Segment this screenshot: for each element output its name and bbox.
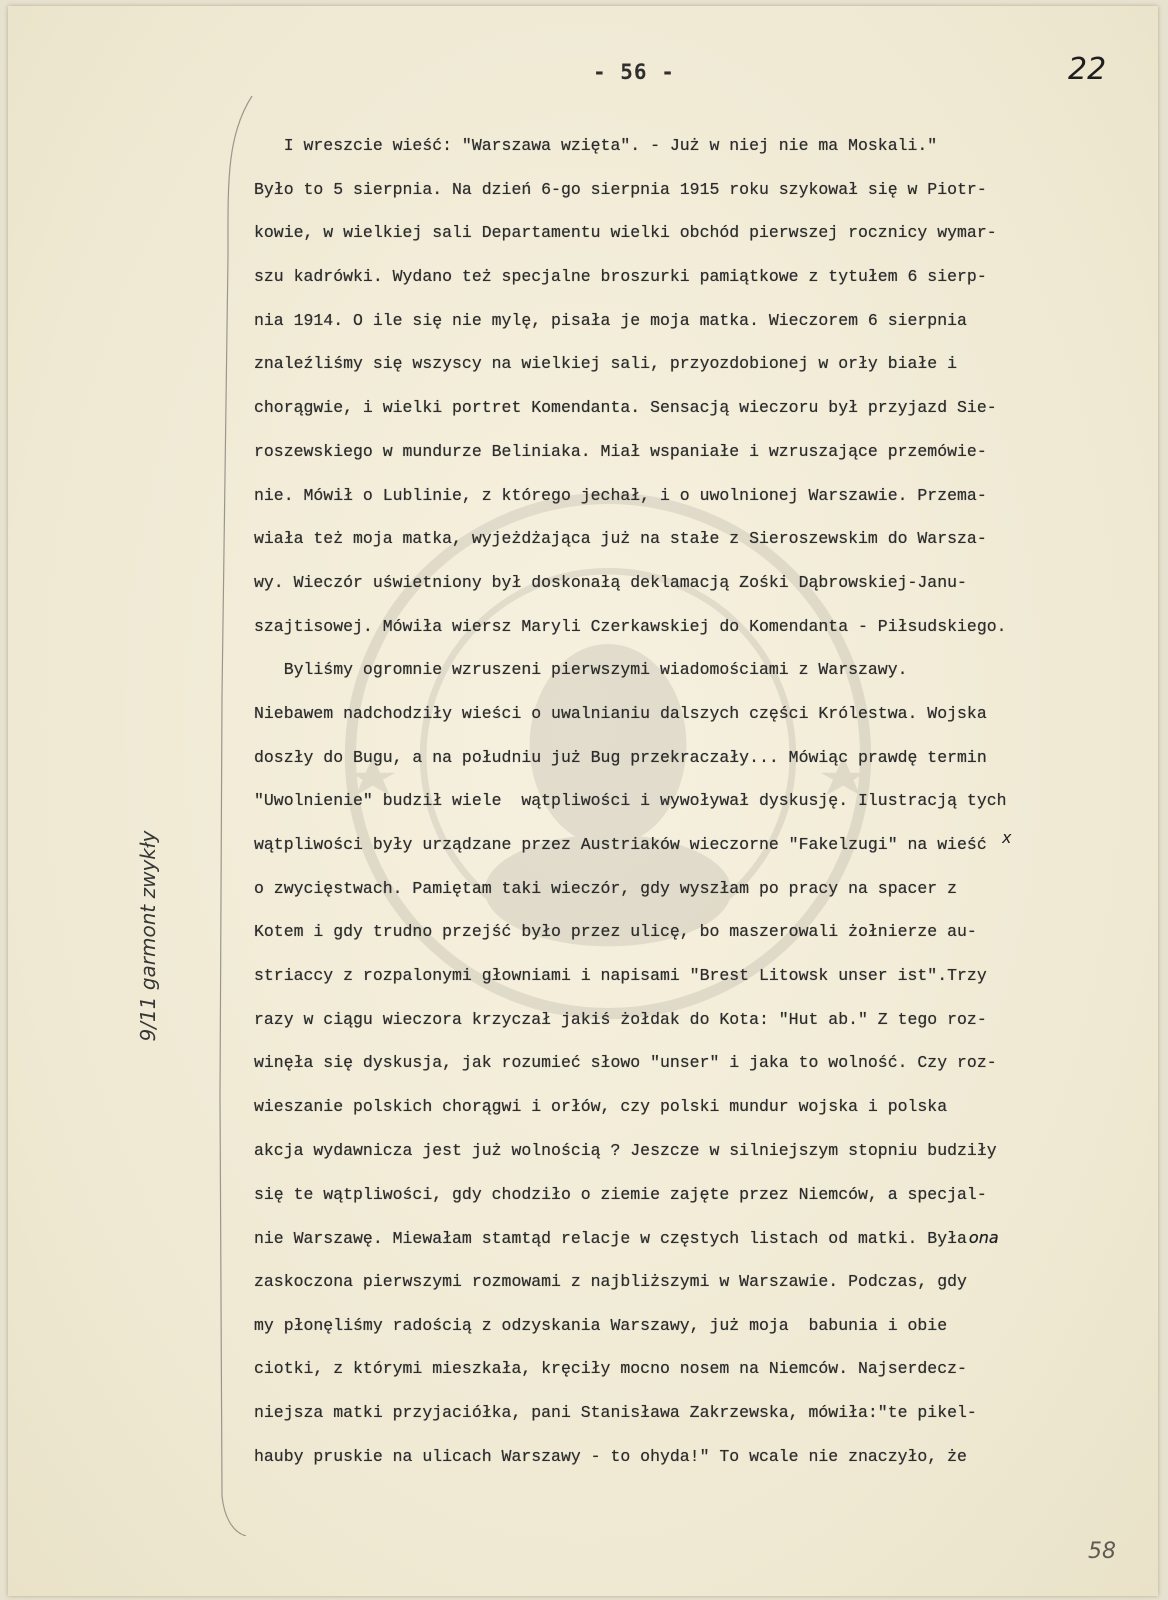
text-line: wy. Wieczór uświetniony był doskonałą deklamacją Zośki Dąbrowskiej-Janu- — [254, 572, 967, 592]
text-line: Kotem i gdy trudno przejść było przez ulicę, bo maszerowali żołnierze au- — [254, 922, 977, 942]
page-number: - 56 - — [593, 60, 675, 84]
text-line: szu kadrówki. Wydano też specjalne broszurki pamiątkowe z tytułem 6 sierp- — [254, 267, 987, 287]
text-line: striaccy z rozpalonymi głowniami i napisami "Brest Litowsk unser ist".Trzy — [254, 966, 987, 986]
margin-handwritten-note: 9/11 garmont zwykły — [136, 830, 160, 1042]
typed-text-body — [254, 124, 1124, 1478]
text-line: roszewskiego w mundurze Beliniaka. Miał wspaniałe i wzruszające przemówie- — [254, 441, 987, 461]
folio-number: 22 — [1068, 52, 1107, 87]
text-line: my płonęliśmy radością z odzyskania Warszawy, już moja babunia i obie — [254, 1315, 948, 1335]
insertion-mark: x — [1002, 828, 1012, 847]
text-line: "Uwolnienie" budził wiele wątpliwości i wywoływał dyskusję. Ilustracją tych — [254, 791, 1007, 811]
text-line: wieszanie polskich chorągwi i orłów, czy polski mundur wojska i polska — [254, 1097, 948, 1117]
text-line: chorągwie, i wielki portret Komendanta. Sensacją wieczoru był przyjazd Sie- — [254, 398, 997, 418]
text-line: wątpliwości były urządzane przez Austriaków wieczorne "Fakelzugi" na wieść — [254, 835, 987, 854]
text-line: winęła się dyskusja, jak rozumieć słowo "unser" i jaka to wolność. Czy roz- — [254, 1053, 997, 1073]
text-line: zaskoczona pierwszymi rozmowami z najbliższymi w Warszawie. Podczas, gdy — [254, 1271, 967, 1291]
text-line: Niebawem nadchodziły wieści o uwalnianiu dalszych części Królestwa. Wojska — [254, 703, 987, 723]
text-line: o zwycięstwach. Pamiętam taki wieczór, gdy wyszłam po pracy na spacer z — [254, 878, 958, 898]
text-line: się te wątpliwości, gdy chodziło o ziemie zajęte przez Niemców, a specjal- — [254, 1184, 987, 1204]
text-line: nie. Mówił o Lublinie, z którego jechał, i o uwolnionej Warszawie. Przema- — [254, 485, 987, 505]
text-line: niejsza matki przyjaciółka, pani Stanisława Zakrzewska, mówiła:"te pikel- — [254, 1402, 977, 1422]
text-line: Byliśmy ogromnie wzruszeni pierwszymi wiadomościami z Warszawy. — [254, 660, 908, 680]
bottom-folio-number: 58 — [1088, 1539, 1116, 1564]
text-line: doszły do Bugu, a na południu już Bug przekraczały... Mówiąc prawdę termin — [254, 747, 987, 767]
text-line: razy w ciągu wieczora krzyczał jakiś żołdak do Kota: "Hut ab." Z tego roz- — [254, 1009, 987, 1029]
text-line: wiała też moja matka, wyjeżdżająca już na stałe z Sieroszewskim do Warsza- — [254, 529, 987, 549]
text-line: szajtisowej. Mówiła wiersz Maryli Czerkawskiej do Komendanta - Piłsudskiego. — [254, 616, 1007, 636]
document-page — [8, 6, 1158, 1596]
text-line: Było to 5 sierpnia. Na dzień 6-go sierpnia 1915 roku szykował się w Piotr- — [254, 179, 987, 199]
text-line-with-insert — [254, 1216, 1124, 1260]
text-line: hauby pruskie na ulicach Warszawy - to ohyda!" To wcale nie znaczyło, że — [254, 1446, 967, 1466]
handwritten-insert: ona — [968, 1228, 999, 1248]
text-line: nie Warszawę. Miewałam stamtąd relacje w częstych listach od matki. Była — [254, 1229, 967, 1249]
pencil-margin-line — [218, 96, 258, 1536]
text-line: nia 1914. O ile się nie mylę, pisała je moja matka. Wieczorem 6 sierpnia — [254, 310, 967, 330]
text-line: znaleźliśmy się wszyscy na wielkiej sali, przyozdobionej w orły białe i — [254, 354, 958, 374]
text-line: akcja wydawnicza jest już wolnością ? Jeszcze w silniejszym stopniu budziły — [254, 1140, 997, 1160]
text-line: kowie, w wielkiej sali Departamentu wielki obchód pierwszej rocznicy wymar- — [254, 223, 997, 243]
text-line: I wreszcie wieść: "Warszawa wzięta". - Już w niej nie ma Moskali." — [254, 136, 938, 155]
text-line: ciotki, z którymi mieszkała, kręciły mocno nosem na Niemców. Najserdecz- — [254, 1359, 967, 1379]
